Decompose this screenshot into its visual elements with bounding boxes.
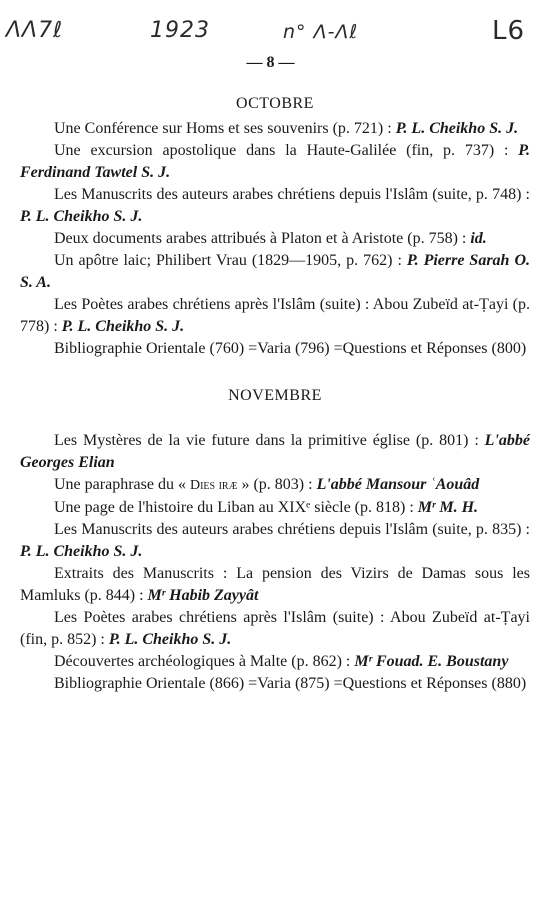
list-item: Un apôtre laic; Philibert Vrau (1829—1905, p. 762) : P. Pierre Sarah O. S. A. bbox=[20, 252, 530, 291]
handwritten-issue-numbers: n° Λ-Λℓ bbox=[283, 21, 359, 43]
list-item: Bibliographie Orientale (760) =Varia (796) =Questions et Réponses (800) bbox=[54, 340, 527, 357]
list-item: Une page de l'histoire du Liban au XIXᵉ siècle (p. 818) : Mʳ M. H. bbox=[54, 499, 479, 516]
list-item: Les Poètes arabes chrétiens après l'Islâm (suite) : Abou Zubeïd at-Ṭayi (fin, p. 852) : P. L. Cheikho S. J. bbox=[20, 609, 530, 648]
list-item: Bibliographie Orientale (866) =Varia (875) =Questions et Réponses (880) bbox=[54, 675, 527, 692]
page-number: — 8 — bbox=[246, 54, 295, 71]
list-item: Les Manuscrits des auteurs arabes chrétiens depuis l'Islâm (suite, p. 748) : P. L. Cheikho S. J. bbox=[20, 186, 530, 225]
list-item: Les Mystères de la vie future dans la primitive église (p. 801) : L'abbé Georges Elian bbox=[20, 432, 530, 471]
list-item: Découvertes archéologiques à Malte (p. 862) : Mʳ Fouad. E. Boustany bbox=[54, 653, 509, 670]
month-heading-october: OCTOBRE bbox=[236, 95, 314, 112]
list-item: Deux documents arabes attribués à Platon et à Aristote (p. 758) : id. bbox=[54, 230, 487, 247]
list-item: Les Poètes arabes chrétiens après l'Islâm (suite) : Abou Zubeïd at-Ṭayi (p. 778) : P. L. Cheikho S. J. bbox=[20, 296, 530, 335]
month-heading-november: NOVEMBRE bbox=[228, 387, 322, 404]
table-of-contents bbox=[20, 93, 530, 695]
list-item: Les Manuscrits des auteurs arabes chrétiens depuis l'Islâm (suite, p. 835) : P. L. Cheikho S. J. bbox=[20, 521, 530, 560]
list-item: Une paraphrase du « Dies iræ » (p. 803) : L'abbé Mansour ʿAouâd bbox=[54, 476, 480, 493]
list-item: Extraits des Manuscrits : La pension des Vizirs de Damas sous les Mamluks (p. 844) : Mʳ Habib Zayyât bbox=[20, 565, 530, 604]
list-item: Une excursion apostolique dans la Haute-Galilée (fin, p. 737) : P. Ferdinand Tawtel S. J. bbox=[20, 142, 530, 181]
list-item: Une Conférence sur Homs et ses souvenirs (p. 721) : P. L. Cheikho S. J. bbox=[54, 120, 519, 137]
handwritten-year: 1923 bbox=[150, 18, 210, 43]
handwritten-shelf-mark: L6 bbox=[492, 16, 526, 46]
handwritten-code: ΛΛ7ℓ bbox=[6, 18, 64, 43]
